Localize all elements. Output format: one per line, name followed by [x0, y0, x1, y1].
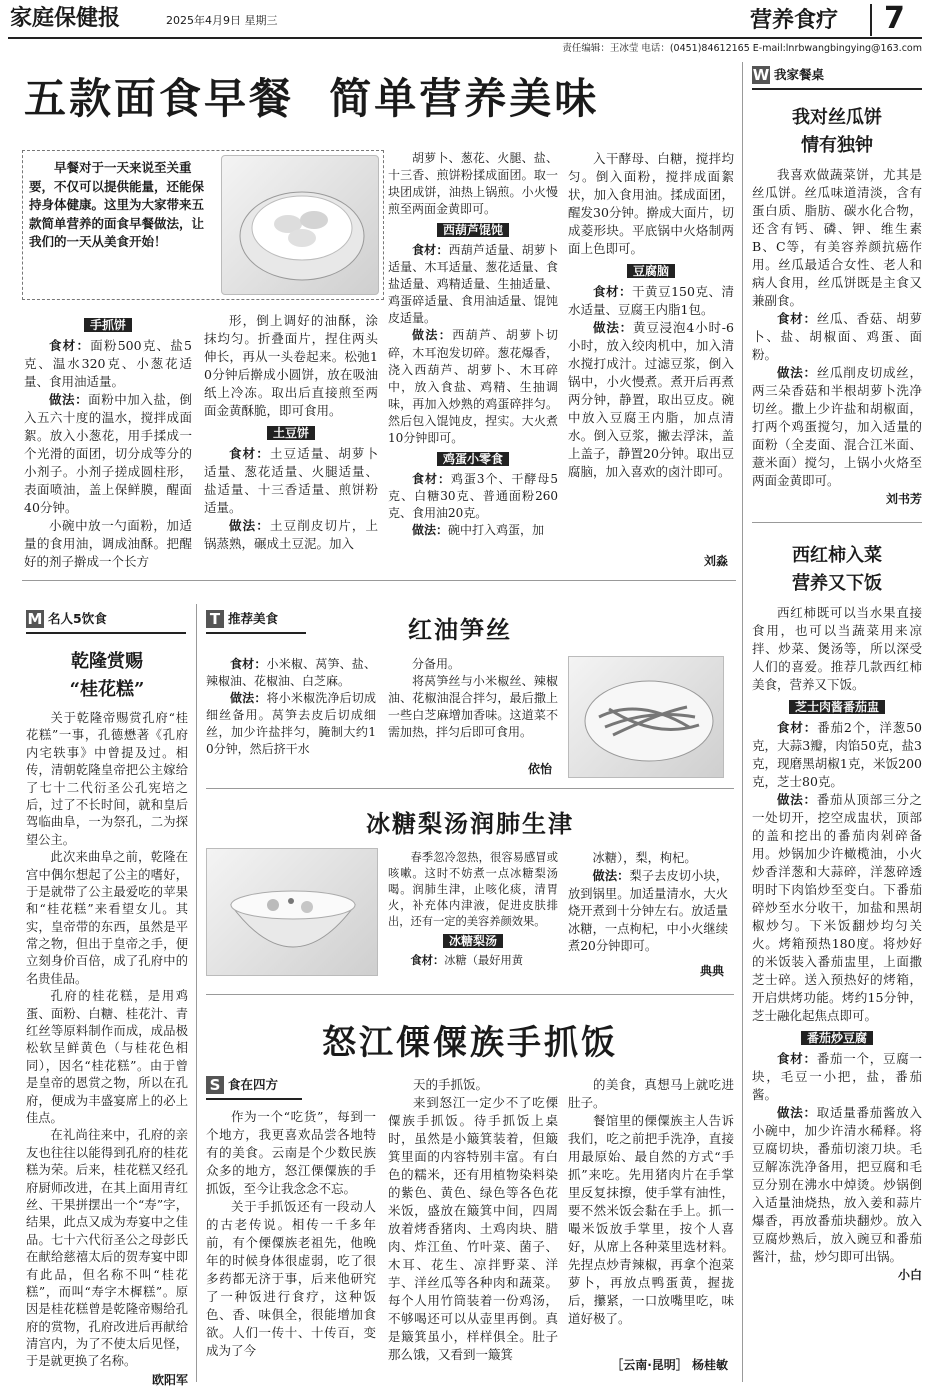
paragraph-label: 做法：	[229, 518, 270, 533]
tuijian-col-a	[206, 656, 376, 758]
paragraph	[752, 166, 922, 310]
bingtang-separator	[206, 994, 734, 995]
tuijian-column-name: 推荐美食	[228, 611, 279, 626]
paragraph-text: 冰糖（最好用黄	[444, 953, 524, 967]
shredded-shoot-illustration	[569, 657, 725, 779]
paragraph-text: 胡萝卜、葱花、火腿、盐、十三香、煎饼粉揉成面团。取一块团成饼，油热上锅煎。小火慢煎至两面金黄即可。	[388, 151, 558, 217]
paragraph-text: 面粉中加入盐，倒入五六十度的温水，搅拌成面絮。放入小葱花，用手揉成一个光滑的面团，切分成等分的小剂子。小剂子搓成圆柱形，表面喷油，盖上保鲜膜，醒面40分钟。	[24, 392, 192, 515]
paragraph-label: 做法：	[777, 365, 817, 380]
paragraph	[568, 283, 734, 319]
paragraph	[388, 673, 558, 741]
masthead	[8, 1, 922, 36]
recipe-subtitle-text: 手抓饼	[84, 318, 132, 332]
main-col-3	[388, 150, 558, 539]
paragraph	[752, 1050, 922, 1104]
paragraph-text: 鸡蛋3个、干酵母5克、白糖30克、普通面粉260克、食用油20克。	[388, 471, 558, 520]
paragraph	[388, 522, 558, 539]
shizai-author: ［云南·昆明］ 杨桂敏	[611, 1358, 728, 1372]
right-article-1-author: 刘书芳	[885, 492, 922, 506]
main-col-1	[24, 312, 192, 571]
tuijian-header	[206, 610, 306, 628]
bamboo-shoot-photo	[568, 656, 724, 778]
paragraph	[204, 312, 378, 420]
paragraph-text: 面粉500克、盐5克、温水320克、小葱花适量、食用油适量。	[24, 338, 192, 389]
paragraph: 关于手抓饭还有一段动人的古老传说。相传一千多年前，有个傈僳族老祖先，他晚年的时候身体很虚弱，吃了很多药都无济于事，后来他研究了一种饭进行食疗，这种饭色、香、味俱全，很能增加食欲。人们一传十、十传百，变成为了今	[206, 1199, 376, 1358]
bingtang-col-b	[568, 850, 728, 955]
paragraph-label: 食材：	[777, 720, 818, 735]
right-col-rule	[752, 88, 922, 90]
shizai-column-name: 食在四方	[228, 1077, 279, 1092]
paragraph-label: 做法：	[777, 792, 817, 807]
paragraph-label: 做法：	[777, 1105, 817, 1120]
paragraph	[568, 850, 728, 867]
paragraph	[388, 242, 558, 327]
intro-box	[22, 150, 384, 300]
paragraph-text: 形，倒上调好的油酥，涂抹均匀。折叠面片，捏住两头伸长，再从一头卷起来。松弛10分钟后擀成小圆饼，放在吸油纸上冷冻。取出后直接煎至两面金黄酥脆，即可食用。	[204, 313, 378, 418]
s-badge-icon: S	[206, 1076, 224, 1094]
paragraph: 来到怒江一定少不了吃傈僳族手抓饭。待手抓饭上桌时，虽然是小簸箕装着，但簸箕里面的内容特别丰富。有白色的糯米，还有用植物染料染的紫色、黄色、绿色等各色花米饭，盛放在簸箕中间，四周放着烤香猪肉、土鸡肉块、腊肉、炸江鱼、竹叶菜、菌子、木耳、花生、凉拌野菜、洋芋、洋丝瓜等各种肉和蔬菜。每个人用竹筒装着一份鸡汤，不够喝还可以从壶里再倒。真是簸箕虽小，样样俱全。肚子那么饿，又看到一簸箕	[388, 1095, 558, 1362]
paragraph-label: 食材：	[412, 243, 449, 258]
paragraph	[204, 445, 378, 517]
section-name: 营养食疗	[750, 7, 839, 33]
bingtang-title: 冰糖梨汤润肺生津	[366, 809, 574, 838]
wonton-photo	[221, 155, 379, 295]
paragraph	[24, 391, 192, 517]
recipe-subtitle-text: 芝士肉酱番茄盅	[789, 700, 885, 714]
paragraph-text: 西红柿既可以当水果直接食用，也可以当蔬菜用来凉拌、炒菜、煲汤等，所以深受人们的喜爱。推荐几款西红柿美食，营养又下饭。	[752, 605, 922, 692]
paragraph	[388, 953, 558, 969]
intro-text: 早餐对于一天来说至关重要，不仅可以提供能量，还能保持身体健康。这里为大家带来五款简单营养的面食早餐做法，让我们的一天从美食开始！	[29, 160, 205, 249]
paragraph-label: 做法：	[593, 320, 634, 335]
bingtang-col-a	[388, 850, 558, 969]
mid-rule	[22, 580, 736, 581]
right-article-1-title-2: 情有独钟	[801, 135, 873, 156]
paragraph	[568, 319, 734, 481]
editor-info: 责任编辑：王冰莹 电话：(0451)84612165 E-mail:lnrbwangbingying@163.com	[562, 43, 922, 54]
paragraph-text: 碗中打入鸡蛋，加	[448, 522, 545, 537]
pear-soup-photo	[206, 848, 378, 976]
paragraph-label: 做法：	[592, 868, 630, 884]
right-article-2-title-1: 西红柿入菜	[792, 545, 882, 566]
paragraph-text: 番茄从顶部三分之一处切开，挖空成盅状，顶部的盖和挖出的番茄肉剁碎备用。炒锅加少许橄榄油，小火炒香洋葱和大蒜碎，洋葱碎透明时下肉馅炒至变白。下番茄碎炒至水分收干，加盐和黑胡椒炒匀。下米饭翻炒均匀关火。烤箱预热180度。将炒好的米饭装入番茄盅里，上面撒芝士碎。送入预热好的烤箱，开启烘烤功能。烤约15分钟，芝士融化起焦点即可。	[752, 792, 922, 1023]
paragraph	[388, 150, 558, 218]
paragraph-label: 做法：	[412, 522, 449, 537]
paragraph: 在礼尚往来中，孔府的亲友也往往以能得到孔府的桂花糕为荣。后来，桂花糕又经孔府厨师改进，在其上面用青红丝、干果拼摆出一个“寿”字，结果，此点又成为寿宴中之佳品。七十六代衍圣公之母彭氏在献给慈禧太后的贺寿宴中即有此品，但名称不叫“桂花糕”，而叫“寿字木樨糕”。原因是桂花糕曾是乾隆帝赐给孔府的赏物，孔府改进后再献给清宫内，为了不使太后见怪，于是就更换了名称。	[26, 1128, 188, 1369]
paragraph-text: 西葫芦适量、胡萝卜适量、木耳适量、葱花适量、食盐适量、鸡精适量、生抽适量、鸡蛋碎适量、食用油适量、馄饨皮适量。	[388, 243, 558, 326]
main-headline: 五款面食早餐 简单营养美味	[24, 74, 600, 123]
paragraph-text: 土豆削皮切片，上锅蒸熟，碾成土豆泥。加入	[204, 518, 378, 551]
t-badge-icon: T	[206, 610, 224, 628]
paragraph-text: 梨子去皮切小块，放到锅里。加适量清水，大火烧开煮到十分钟左右。放适量冰糖，一点枸杞，中小火继续煮20分钟即可。	[568, 869, 729, 953]
paragraph-label: 食材：	[777, 1051, 817, 1066]
tuijian-title: 红油笋丝	[408, 615, 512, 644]
paper-name: 家庭保健报	[10, 6, 121, 31]
recipe-subtitle-text: 冰糖梨汤	[443, 934, 503, 948]
paragraph-label: 食材：	[412, 471, 451, 486]
paragraph: 关于乾隆帝赐赏孔府“桂花糕”一事，孔德懋著《孔府内宅轶事》中曾提及过。相传，清朝乾隆皇帝把公主嫁给了七十二代衍圣公孔宪培之后，过了不长时间，就和皇后驾临曲阜，一为祭孔，二为探望公主。	[26, 711, 188, 847]
paragraph-text: 将莴笋丝与小米椒丝、辣椒油、花椒油混合拌匀，最后撒上一些白芝麻增加香味。这道菜不需加热，拌匀后即可食用。	[388, 674, 558, 740]
main-author: 刘淼	[703, 554, 728, 568]
shizai-col-b	[388, 1076, 558, 1364]
paragraph-label: 做法：	[49, 392, 89, 407]
paragraph	[752, 1104, 922, 1266]
paragraph	[388, 656, 558, 673]
mingren-rule	[26, 632, 186, 634]
recipe-subtitle	[388, 222, 558, 239]
mingren-divider	[196, 604, 197, 1382]
recipe-subtitle	[752, 1029, 922, 1047]
mingren-author: 欧阳军	[151, 1372, 188, 1387]
recipe-subtitle-text: 鸡蛋小零食	[437, 452, 509, 466]
paragraph-text: 我喜欢做蔬菜饼，尤其是丝瓜饼。丝瓜味道清淡，含有蛋白质、脂肪、碳水化合物，还含有钙、磷、钾、维生素B、C等，有美容养颜抗癌作用。丝瓜最适合女性、老人和病人食用，丝瓜饼既是主食又兼副食。	[752, 167, 922, 308]
paragraph: 的美食，真想马上就吃进肚子。	[568, 1077, 734, 1110]
paragraph	[752, 310, 922, 364]
paragraph	[204, 517, 378, 553]
main-col-4	[568, 150, 734, 481]
paragraph-label: 食材：	[410, 952, 445, 967]
paragraph-text: 黄豆浸泡4小时-6小时，放入绞肉机中，加入清水搅打成汁。过滤豆浆，倒入锅中，小火慢煮。煮开后再煮两分钟，静置，取出豆皮。碗中放入豆腐王内脂，加点清水。倒入豆浆，撇去浮沫，盖上盖子，静置20分钟。取出豆腐脑，加入喜欢的卤汁即可。	[568, 320, 734, 479]
paragraph: 天的手抓饭。	[413, 1077, 489, 1092]
paragraph-text: 小碗中放一勺面粉，加适量的食用油，调成油酥。把醒好的剂子擀成一个长方	[24, 518, 192, 569]
right-article-1-body	[752, 166, 922, 490]
mingren-column-name: 名人5饮食	[48, 611, 107, 626]
paragraph-text: 冰糖），梨，枸杞。	[592, 851, 697, 865]
shizai-title: 怒江傈僳族手抓饭	[322, 1023, 618, 1063]
right-col-divider	[742, 62, 743, 1382]
pear-soup-bowl-illustration	[207, 849, 379, 977]
recipe-subtitle	[24, 316, 192, 334]
paragraph-text: 将小米椒洗净后切成细丝备用。莴笋去皮后切成细丝，加少许盐拌匀，腌制大约10分钟，然后挤干水	[206, 691, 376, 757]
paragraph-text: 取适量番茄酱放入小碗中，加少许清水稀释。将豆腐切块，番茄切滚刀块。毛豆解冻洗净备用，把豆腐和毛豆分别在沸水中焯烫。炒锅倒入适量油烧热，放入姜和蒜片爆香，再放番茄块翻炒。放入豆腐炒熟后，放入豌豆和番茄酱汁，盐，炒匀即可出锅。	[752, 1105, 922, 1264]
paragraph	[388, 471, 558, 522]
tuijian-author: 依怡	[527, 762, 552, 776]
paragraph-label: 食材：	[777, 311, 817, 326]
paragraph-text: 春季忽冷忽热，很容易感冒或咳嗽。这时不妨煮一点冰糖梨汤喝。润肺生津，止咳化痰，清胃火，补充体内津液，促进皮肤排出，还有一定的美容养颜效果。	[388, 851, 558, 928]
recipe-subtitle	[752, 698, 922, 716]
paragraph	[24, 337, 192, 391]
right-article-1	[752, 104, 922, 508]
paragraph-label: 做法：	[412, 328, 453, 343]
header-rule	[8, 37, 922, 39]
paragraph-text: 入干酵母、白糖，搅拌均匀。倒入面粉，搅拌成面絮状，加入食用油。揉成面团，醒发30分钟。擀成大面片，切成菱形块。平底锅中火烙制两面上色即可。	[568, 151, 734, 256]
paragraph	[206, 690, 376, 758]
wonton-bowl-illustration	[222, 156, 380, 296]
paragraph	[388, 327, 558, 446]
paragraph: 餐馆里的傈僳族主人告诉我们，吃之前把手洗净，直接用最原始、最自然的方式“手抓”来吃。先用猪肉片在手掌里反复抹擦，使手掌有油性，要不然米饭会黏在手上。抓一嘬米饭放手掌里，按个人喜好，从席上各种菜里选材料。先捏点炒青辣椒，再拿个泡菜萝卜，再放点鸭蛋黄，握拢后，攥紧，一口放嘴里吃，味道好极了。	[568, 1113, 734, 1326]
m-badge-icon: M	[27, 610, 43, 628]
paragraph-label: 食材：	[229, 446, 270, 461]
paragraph	[388, 850, 558, 930]
tuijian-rule	[206, 632, 306, 634]
paragraph-text: 丝瓜、香菇、胡萝卜、盐、胡椒面、鸡蛋、面粉。	[752, 311, 922, 362]
shizai-col-c	[568, 1076, 734, 1328]
paragraph-text: 番茄2个，洋葱50克，大蒜3瓣，肉馅50克，盐3克，现磨黑胡椒1克，米饭200克，芝士80克。	[752, 720, 922, 789]
paragraph: 孔府的桂花糕，是用鸡蛋、面粉、白糖、桂花汁、青红丝等原料制作而成，成品极松软呈鲜黄色（与桂花色相同），因名“桂花糕”。由于曾是皇帝的恩赏之物，所以在孔府，便成为丰盛宴席上的必上佳点。	[26, 989, 188, 1125]
paragraph	[24, 517, 192, 571]
right-article-2	[752, 542, 922, 1284]
paragraph: 此次来曲阜之前，乾隆在宫中偶尔想起了公主的嗜好，于是就带了公主最爱吃的苹果和“桂花糕”来看望女儿。其实，皇帝带的东西，虽然是平常之物，但出于皇帝之手，便立刻身价百倍，成了孔府中的名贵佳品。	[26, 850, 188, 986]
right-article-2-title-2: 营养又下饭	[792, 573, 882, 594]
recipe-subtitle	[204, 424, 378, 442]
paragraph	[568, 867, 728, 955]
paragraph	[752, 604, 922, 694]
w-badge-icon: W	[752, 66, 770, 84]
right-col-header	[752, 66, 922, 84]
recipe-subtitle	[388, 451, 558, 468]
right-column-name: 我家餐桌	[774, 67, 825, 82]
right-article-2-body	[752, 604, 922, 1266]
paragraph-text: 土豆适量、胡萝卜适量、葱花适量、火腿适量、盐适量、十三香适量、煎饼粉适量。	[204, 446, 378, 515]
paragraph-text: 丝瓜削皮切成丝，两三朵香菇和半根胡萝卜洗净切丝。撒上少许盐和胡椒面，打两个鸡蛋搅匀，加入适量的面粉（全麦面、混合江米面、薏米面）搅匀，上锅小火烙至两面金黄即可。	[752, 365, 922, 488]
section-divider	[870, 4, 872, 36]
right-article-2-author: 小白	[897, 1268, 922, 1282]
paragraph-text: 干黄豆150克、清水适量、豆腐王内脂1包。	[568, 284, 734, 317]
recipe-subtitle-text: 豆腐脑	[627, 264, 675, 278]
paragraph	[752, 791, 922, 1025]
paragraph-label: 食材：	[49, 338, 91, 353]
mingren-title-2: “桂花糕”	[69, 679, 145, 700]
paragraph-text: 番茄一个，豆腐一块，毛豆一小把，盐，番茄酱。	[752, 1051, 922, 1102]
recipe-subtitle-text: 西葫芦馄饨	[437, 223, 509, 237]
paragraph-label: 食材：	[593, 284, 633, 299]
paragraph-text: 小米椒、莴笋、盐、辣椒油、花椒油、白芝麻。	[206, 657, 376, 689]
recipe-subtitle	[388, 934, 558, 950]
shizai-rule	[206, 1098, 302, 1100]
paragraph	[752, 364, 922, 490]
paragraph	[206, 656, 376, 690]
page-number: 7	[884, 1, 905, 36]
mingren-title-1: 乾隆赏赐	[71, 651, 143, 672]
bingtang-author: 典典	[699, 964, 724, 978]
shizai-col-a	[206, 1108, 376, 1360]
right-article-1-title-1: 我对丝瓜饼	[792, 107, 882, 128]
issue-date: 2025年4月9日 星期三	[166, 14, 278, 27]
recipe-subtitle-text: 土豆饼	[267, 426, 315, 440]
mingren-header	[26, 610, 186, 628]
paragraph-text: 西葫芦、胡萝卜切碎，木耳泡发切碎。葱花爆香，浇入西葫芦、胡萝卜、木耳碎中，放入食盐、鸡精、生抽调味，再加入炒熟的鸡蛋碎拌匀。然后包入馄饨皮，捏实。大火煮10分钟即可。	[388, 328, 558, 445]
paragraph	[568, 150, 734, 258]
recipe-subtitle-text: 番茄炒豆腐	[801, 1031, 873, 1045]
mingren-article	[26, 648, 188, 1389]
main-col-2	[204, 312, 378, 553]
paragraph-label: 做法：	[230, 691, 267, 706]
recipe-subtitle	[568, 262, 734, 280]
paragraph-label: 食材：	[230, 657, 267, 671]
paragraph-text: 分备用。	[412, 657, 461, 671]
paragraph: 作为一个“吃货”，每到一个地方，我更喜欢品尝各地特有的美食。云南是个少数民族众多的地方，怒江傈僳族的手抓饭，至今让我念念不忘。	[206, 1109, 376, 1196]
tuijian-col-b	[388, 656, 558, 741]
shizai-header	[206, 1076, 302, 1094]
tuijian-separator	[206, 788, 734, 789]
right-separator	[752, 522, 922, 523]
paragraph	[752, 719, 922, 791]
